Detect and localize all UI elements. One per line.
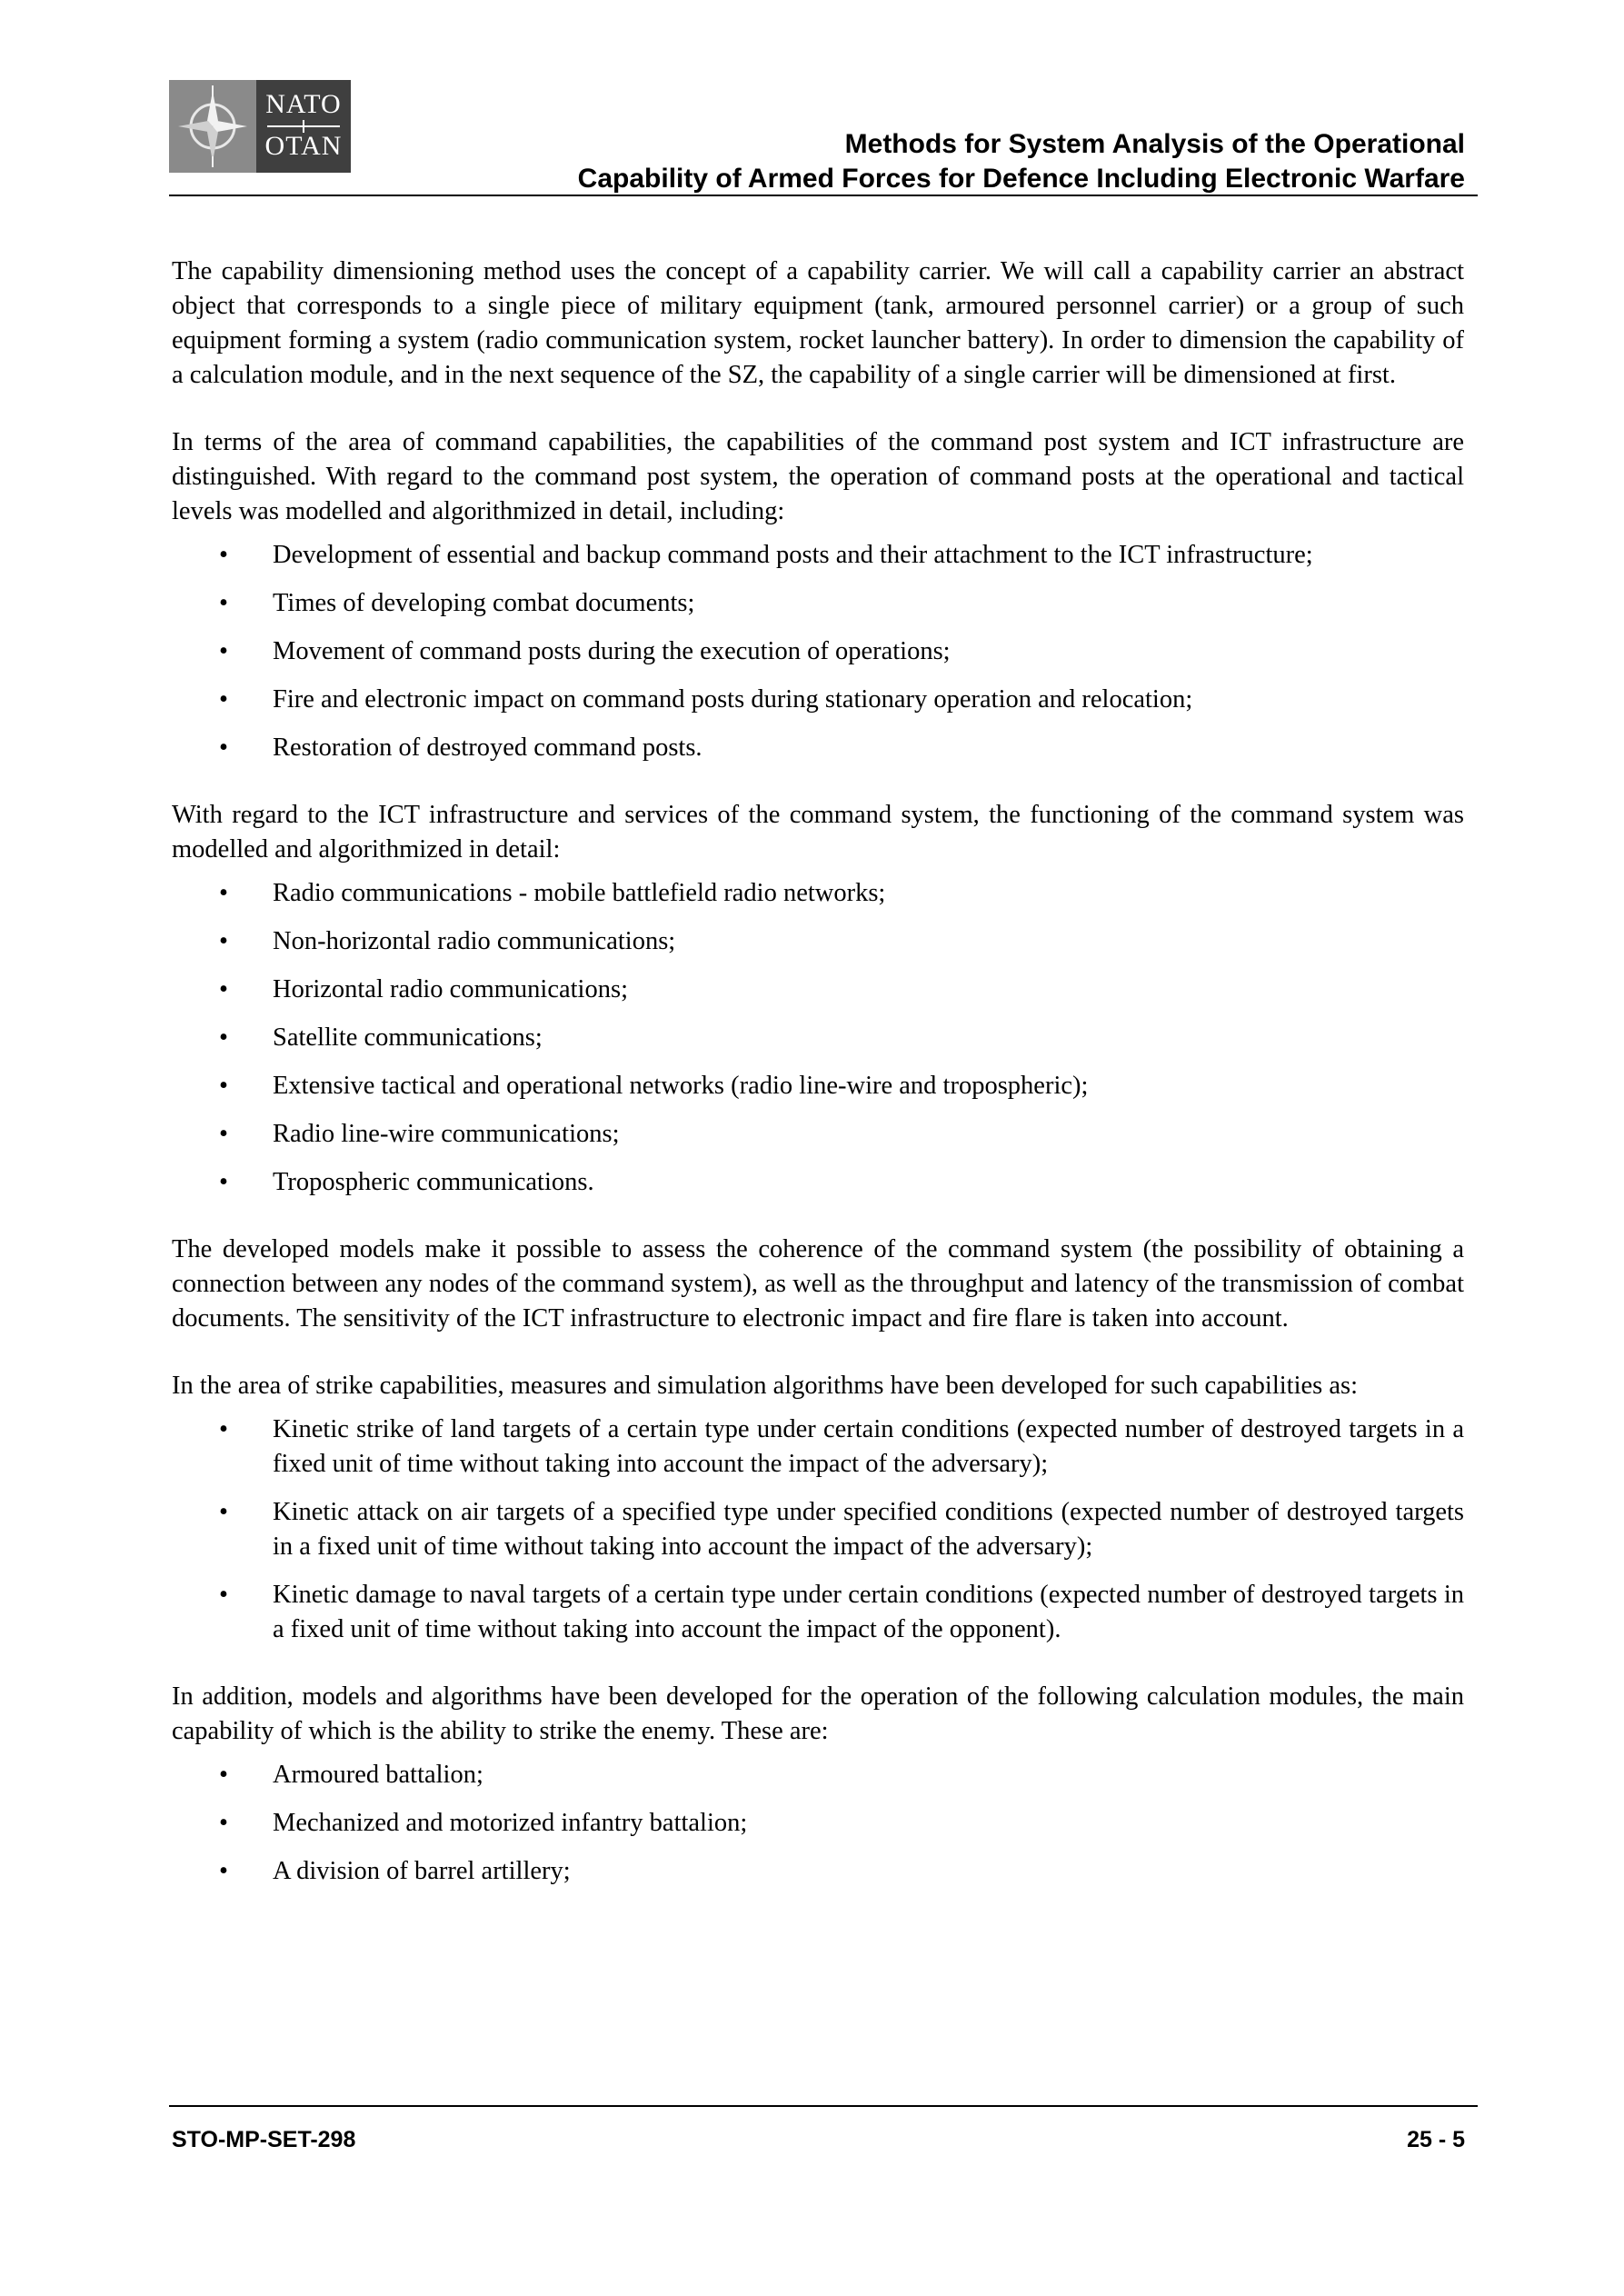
list-item-text: Satellite communications; [273, 1023, 543, 1052]
bullet: • [219, 589, 228, 617]
list-item [172, 1165, 1464, 1200]
bullet: • [219, 637, 228, 665]
list-item [172, 1117, 1464, 1152]
list-item [172, 1758, 1464, 1792]
list-item [172, 1578, 1464, 1647]
bullet: • [219, 1761, 228, 1789]
list-item [172, 1854, 1464, 1889]
bullet: • [219, 1072, 228, 1100]
header-title-line-1: Methods for System Analysis of the Operational [844, 129, 1465, 159]
list-item-text: Horizontal radio communications; [273, 975, 628, 1003]
footer-rule [169, 2105, 1478, 2107]
list-item-text: Tropospheric communications. [273, 1168, 594, 1196]
header-title-line-2: Capability of Armed Forces for Defence Including Electronic Warfare [577, 164, 1465, 194]
logo-wordmark [256, 80, 351, 173]
list-item [172, 876, 1464, 911]
bullet: • [219, 541, 228, 569]
command-post-list [172, 538, 1464, 765]
list-item [172, 731, 1464, 765]
list-item-text: Radio communications - mobile battlefield radio networks; [273, 879, 886, 907]
list-item-text: Radio line-wire communications; [273, 1120, 620, 1148]
list-item [172, 1495, 1464, 1564]
list-item [172, 538, 1464, 573]
bullet: • [219, 1168, 228, 1196]
running-header [374, 127, 1465, 196]
logo-nato-text: NATO [265, 89, 342, 119]
bullet: • [219, 1857, 228, 1885]
page-number: 25 - 5 [1407, 2127, 1465, 2152]
bullet: • [219, 685, 228, 714]
list-item-text: Mechanized and motorized infantry battalion; [273, 1809, 748, 1837]
list-item-text: Movement of command posts during the execution of operations; [273, 637, 951, 665]
paragraph-5: In the area of strike capabilities, measures and simulation algorithms have been developed for such capabilities as: [172, 1372, 1359, 1400]
paragraph-6: In addition, models and algorithms have been developed for the operation of the following calculation modules, the main capability of which is the ability to strike the enemy. These are: [172, 1682, 1464, 1745]
bullet: • [219, 1023, 228, 1052]
bullet: • [219, 734, 228, 762]
list-item-text: Restoration of destroyed command posts. [273, 734, 702, 762]
list-item [172, 1806, 1464, 1841]
bullet: • [219, 1415, 228, 1443]
list-item [172, 924, 1464, 959]
list-item [172, 973, 1464, 1007]
header-rule [169, 195, 1478, 196]
list-item-text: Development of essential and backup command posts and their attachment to the ICT infrastructure; [273, 541, 1313, 569]
list-item-text: Armoured battalion; [273, 1761, 483, 1789]
bullet: • [219, 927, 228, 955]
list-item [172, 1021, 1464, 1055]
body-text [172, 255, 1464, 1922]
bullet: • [219, 1498, 228, 1526]
bullet: • [219, 1809, 228, 1837]
list-item-text: Times of developing combat documents; [273, 589, 695, 617]
logo-otan-text: OTAN [264, 131, 343, 161]
list-item-text: Kinetic attack on air targets of a specified type under specified conditions (expected number of destroyed targets in a fixed unit of time without taking into account the impact of the adversary); [273, 1498, 1464, 1561]
bullet: • [219, 1120, 228, 1148]
bullet: • [219, 1581, 228, 1609]
list-item-text: Kinetic strike of land targets of a certain type under certain conditions (expected number of destroyed targets in a fixed unit of time without taking into account the impact of the adversary); [273, 1415, 1464, 1478]
calculation-modules-list [172, 1758, 1464, 1889]
list-item [172, 1069, 1464, 1103]
list-item [172, 634, 1464, 669]
list-item-text: Non-horizontal radio communications; [273, 927, 676, 955]
list-item [172, 586, 1464, 621]
paragraph-3: With regard to the ICT infrastructure and services of the command system, the functioning of the command system was modelled and algorithmized in detail: [172, 801, 1464, 863]
list-item-text: A division of barrel artillery; [273, 1857, 571, 1885]
list-item [172, 1413, 1464, 1482]
list-item [172, 683, 1464, 717]
bullet: • [219, 879, 228, 907]
paragraph-2: In terms of the area of command capabilities, the capabilities of the command post system and ICT infrastructure are distinguished. With regard to the command post system, the operation of command posts at the operational and tactical levels was modelled and algorithmized in detail, including: [172, 428, 1464, 525]
strike-capabilities-list [172, 1413, 1464, 1647]
document-id: STO-MP-SET-298 [172, 2127, 356, 2152]
list-item-text: Fire and electronic impact on command posts during stationary operation and relocation; [273, 685, 1193, 714]
nato-otan-logo [169, 80, 351, 173]
nato-compass-star-icon [169, 80, 256, 173]
ict-list [172, 876, 1464, 1200]
list-item-text: Extensive tactical and operational networks (radio line-wire and tropospheric); [273, 1072, 1089, 1100]
bullet: • [219, 975, 228, 1003]
list-item-text: Kinetic damage to naval targets of a certain type under certain conditions (expected number of destroyed targets in a fixed unit of time without taking into account the impact of the opponent). [273, 1581, 1464, 1643]
paragraph-4: The developed models make it possible to assess the coherence of the command system (the possibility of obtaining a connection between any nodes of the command system), as well as the throughput and latency of the transmission of combat documents. The sensitivity of the ICT infrastructure to electronic impact and fire flare is taken into account. [172, 1235, 1464, 1333]
paragraph-1: The capability dimensioning method uses the concept of a capability carrier. We will call a capability carrier an abstract object that corresponds to a single piece of military equipment (tank, armoured personnel carrier) or a group of such equipment forming a system (radio communication system, rocket launcher battery). In order to dimension the capability of a calculation module, and in the next sequence of the SZ, the capability of a single carrier will be dimensioned at first. [172, 257, 1464, 389]
